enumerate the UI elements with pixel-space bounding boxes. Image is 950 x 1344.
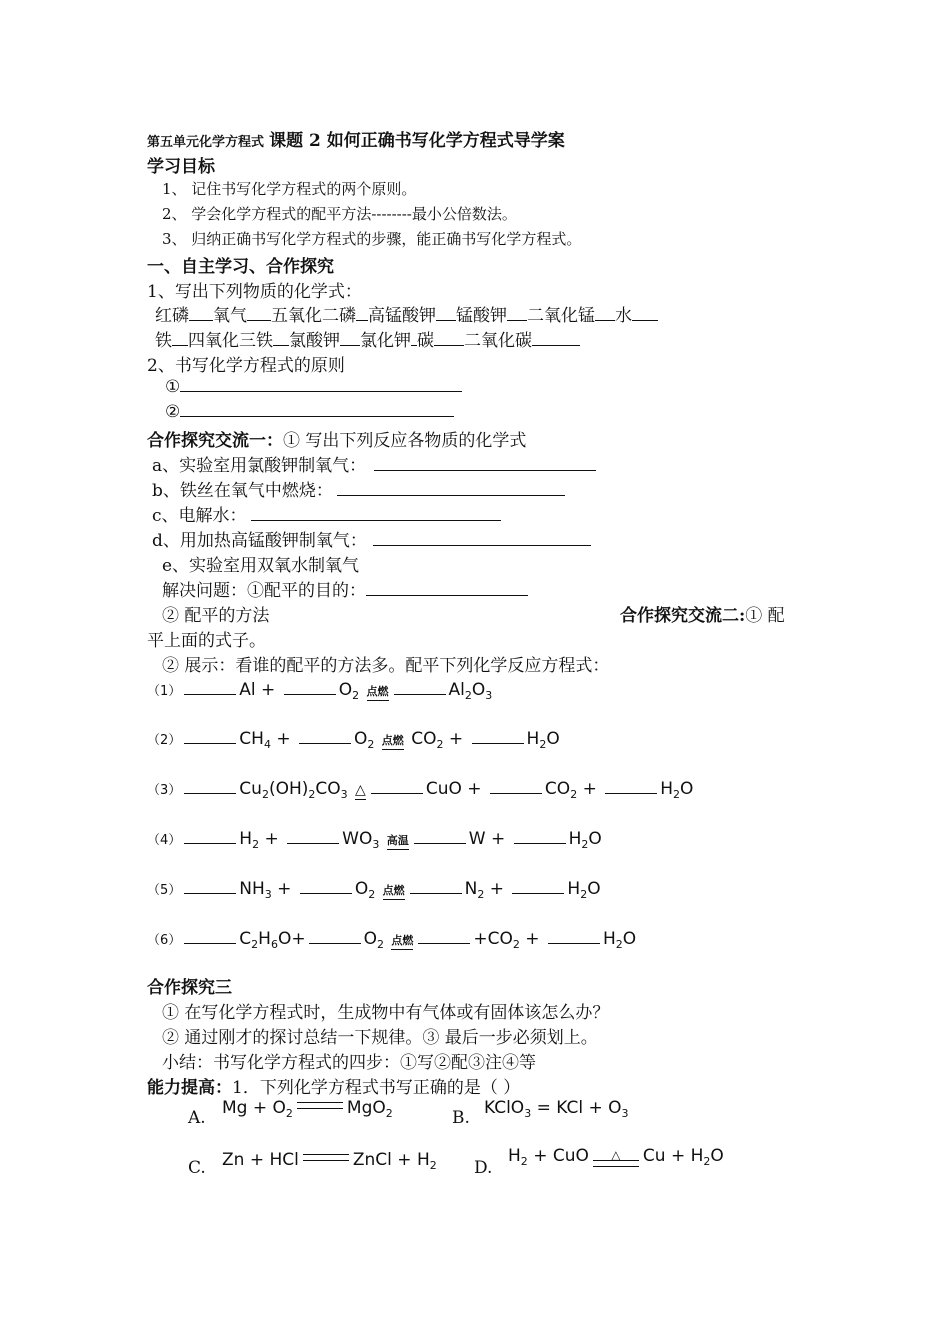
- option-a-label[interactable]: A.: [188, 1108, 206, 1128]
- formula: ZnCl: [352, 1150, 392, 1170]
- formula: Zn: [222, 1150, 245, 1170]
- substance-label: 氧气: [213, 306, 247, 326]
- subscript: 2: [477, 888, 485, 901]
- formula: Cu: [642, 1146, 666, 1166]
- option-c-label[interactable]: C.: [188, 1158, 206, 1178]
- coop3-summary: 小结：书写化学方程式的四步：①写②配③注④等: [162, 1053, 536, 1073]
- formula: O: [354, 879, 369, 899]
- formula: KClO: [484, 1098, 525, 1118]
- formula: Al: [239, 680, 256, 700]
- formula: HCl: [269, 1150, 299, 1170]
- reaction-a: [152, 451, 596, 476]
- subscript: 2: [464, 689, 472, 702]
- formula: O: [680, 779, 694, 799]
- formula: O: [338, 680, 353, 700]
- answer-blank[interactable]: [632, 305, 658, 321]
- subscript: 2: [520, 1155, 528, 1168]
- coop1-line: [147, 426, 526, 451]
- answer-blank[interactable]: [340, 330, 360, 346]
- answer-blank[interactable]: [374, 455, 596, 471]
- coef-blank[interactable]: [300, 881, 352, 894]
- ability-heading: 能力提高：: [147, 1078, 232, 1098]
- method-label: ② 配平的方法: [162, 606, 270, 626]
- coef-blank[interactable]: [184, 781, 236, 794]
- formula: H: [660, 779, 674, 799]
- reaction-label: b、铁丝在氧气中燃烧：: [152, 481, 333, 501]
- subscript: 2: [252, 838, 260, 851]
- formula: O: [471, 680, 486, 700]
- coop2-continued: 平上面的式子。: [147, 631, 266, 651]
- q1-text: 1、写出下列物质的化学式：: [147, 282, 362, 302]
- formula: KCl: [556, 1098, 584, 1118]
- reaction-label: d、用加热高锰酸钾制氧气：: [152, 531, 367, 551]
- plus-sign: +: [252, 1098, 268, 1118]
- coef-blank[interactable]: [512, 881, 564, 894]
- coef-blank[interactable]: [184, 682, 236, 695]
- formula: O: [608, 1098, 622, 1118]
- option-d-equation: [508, 1146, 724, 1168]
- answer-blank[interactable]: [337, 480, 565, 496]
- formula: H: [508, 1146, 521, 1166]
- option-c-equation: [222, 1150, 437, 1172]
- formula-row-2: [155, 326, 580, 351]
- formula: CuO: [552, 1146, 589, 1166]
- reaction-c: [152, 501, 501, 526]
- plus-sign: +: [670, 1146, 686, 1166]
- coef-blank[interactable]: [394, 682, 446, 695]
- condition-text: △: [355, 782, 366, 798]
- coop1-prompt: ① 写出下列反应各物质的化学式: [283, 431, 527, 451]
- equation-label: （2）: [147, 733, 182, 748]
- goals-heading: 学习目标: [147, 157, 215, 177]
- condition-burn: [383, 882, 405, 900]
- formula: H: [690, 1146, 704, 1166]
- coef-blank[interactable]: [299, 731, 351, 744]
- formula: NH: [239, 879, 265, 899]
- subscript: 2: [308, 788, 316, 801]
- equation-label: （5）: [147, 883, 182, 898]
- option-a-equation: [222, 1098, 393, 1120]
- header: [147, 126, 565, 151]
- formula: Al: [448, 680, 465, 700]
- equation-label: （6）: [147, 933, 182, 948]
- substance-label: 氯酸钾: [289, 331, 340, 351]
- formula: MgO: [346, 1098, 386, 1118]
- answer-blank[interactable]: [595, 305, 615, 321]
- ability-line: [147, 1073, 520, 1098]
- formula: Cu: [239, 779, 262, 799]
- option-b-equation: [484, 1098, 629, 1120]
- substance-label: 氯化钾: [360, 331, 411, 351]
- coef-blank[interactable]: [472, 731, 524, 744]
- plus-sign: +: [588, 1098, 603, 1118]
- condition-burn: [391, 932, 413, 950]
- formula: O: [622, 929, 637, 949]
- option-b-label[interactable]: B.: [452, 1108, 470, 1128]
- heat-equals-sign: [593, 1150, 639, 1167]
- condition-text: 点燃: [382, 884, 405, 897]
- answer-blank[interactable]: [532, 330, 580, 346]
- coef-blank[interactable]: [418, 931, 470, 944]
- formula: O: [363, 929, 377, 949]
- coef-blank[interactable]: [184, 831, 236, 844]
- solve-label: 解决问题：①配平的目的：: [162, 581, 366, 601]
- substance-label: 锰酸钾: [456, 306, 507, 326]
- substance-label: 碳: [417, 331, 434, 351]
- formula: H: [568, 829, 582, 849]
- plus-sign: +: [397, 1150, 412, 1170]
- reaction-label: c、电解水：: [152, 506, 247, 526]
- equation-2: （2） $CH_4 + O_2$ 点燃 $CO_2 + H_2O$: [147, 729, 560, 751]
- answer-blank[interactable]: [434, 330, 464, 346]
- heat-symbol: △: [611, 1148, 621, 1162]
- equals-sign: [303, 1154, 349, 1161]
- coef-blank[interactable]: [287, 831, 339, 844]
- formula: O: [710, 1146, 724, 1166]
- subscript: 2: [352, 689, 360, 702]
- answer-blank[interactable]: [436, 305, 456, 321]
- formula: O: [546, 729, 560, 749]
- formula: H: [239, 829, 253, 849]
- answer-blank[interactable]: [189, 305, 213, 321]
- formula: H: [416, 1150, 430, 1170]
- solve-line: [162, 576, 528, 601]
- principle-2: [165, 401, 454, 422]
- circled-one: ①: [165, 377, 181, 397]
- formula: O: [277, 929, 292, 949]
- answer-blank[interactable]: [273, 330, 289, 346]
- plus-sign: +: [249, 1150, 265, 1170]
- answer-blank[interactable]: [366, 580, 528, 596]
- circled-two: ②: [165, 402, 181, 422]
- subscript: 2: [703, 1155, 711, 1168]
- coef-blank[interactable]: [605, 781, 657, 794]
- subscript: 2: [368, 888, 376, 901]
- coop3-line-1: ① 在写化学方程式时，生成物中有气体或有固体该怎么办？: [162, 1003, 610, 1023]
- formula: O: [354, 729, 368, 749]
- subscript: 2: [376, 938, 384, 951]
- substance-label: 二氧化碳: [464, 331, 532, 351]
- answer-blank[interactable]: [180, 401, 454, 417]
- answer-blank[interactable]: [172, 330, 188, 346]
- section1-heading: 一、自主学习、合作探究: [147, 257, 334, 277]
- formula: C: [239, 929, 252, 949]
- coef-blank[interactable]: [490, 781, 542, 794]
- goal-item-1: 1、 记住书写化学方程式的两个原则。: [162, 180, 417, 198]
- plus-sign: +: [533, 1146, 548, 1166]
- condition-heat: [355, 782, 366, 800]
- subscript: 2: [570, 788, 578, 801]
- equation-1: （1） $Al + O_2$ 点燃 $Al_2O_3$: [147, 680, 493, 702]
- substance-label: 铁: [155, 331, 172, 351]
- subscript: 3: [340, 788, 348, 801]
- formula: O: [272, 1098, 286, 1118]
- coef-blank[interactable]: [414, 831, 466, 844]
- formula: CO: [315, 779, 341, 799]
- coef-blank[interactable]: [514, 831, 566, 844]
- condition-text: 点燃: [366, 685, 389, 698]
- formula: CH: [239, 729, 264, 749]
- coef-blank[interactable]: [548, 931, 600, 944]
- subscript: 3: [264, 888, 272, 901]
- subscript: 2: [261, 788, 269, 801]
- subscript: 3: [524, 1107, 532, 1120]
- equals-sign: =: [536, 1098, 551, 1118]
- subscript: 6: [270, 938, 278, 951]
- substance-label: 四氧化三铁: [188, 331, 273, 351]
- formula: O: [588, 829, 602, 849]
- coef-blank[interactable]: [184, 931, 236, 944]
- formula: (OH): [268, 779, 309, 799]
- equation-6: （6） $C_2H_6O+ O_2$ 点燃 $+CO_2 + H_2O$: [147, 929, 637, 951]
- condition-text: 点燃: [381, 734, 404, 747]
- formula: CO: [487, 929, 513, 949]
- coef-blank[interactable]: [309, 931, 361, 944]
- subscript: 2: [385, 1107, 393, 1120]
- condition-high-temp: [387, 832, 409, 850]
- page-title: 课题 2 如何正确书写化学方程式导学案: [269, 131, 565, 151]
- subscript: 2: [539, 738, 547, 751]
- answer-blank[interactable]: [356, 305, 368, 321]
- goal-item-3: 3、 归纳正确书写化学方程式的步骤，能正确书写化学方程式。: [162, 230, 582, 248]
- formula: H: [526, 729, 540, 749]
- coef-blank[interactable]: [410, 881, 462, 894]
- coop3-heading: 合作探究三: [147, 978, 232, 998]
- coop2-text: ① 配: [745, 606, 785, 626]
- coop3-line-2: ② 通过刚才的探讨总结一下规律。③ 最后一步必须划上。: [162, 1028, 598, 1048]
- condition-burn: [367, 683, 389, 701]
- coop2-line: [620, 601, 785, 626]
- reaction-b: [152, 476, 565, 501]
- formula: CuO: [425, 779, 462, 799]
- reaction-label: a、实验室用氯酸钾制氧气：: [152, 456, 367, 476]
- formula: O: [587, 879, 601, 899]
- equation-label: （1）: [147, 684, 182, 699]
- coop1-heading: 合作探究交流一：: [147, 431, 283, 451]
- subscript: 2: [429, 1159, 437, 1172]
- substance-label: 红磷: [155, 306, 189, 326]
- equation-5: （5） $NH_3 + O_2$ 点燃 $N_2 + H_2O$: [147, 879, 601, 901]
- ability-question: 1．下列化学方程式书写正确的是（ ）: [232, 1078, 521, 1098]
- subscript: 2: [580, 888, 588, 901]
- unit-label: 第五单元化学方程式: [147, 135, 265, 150]
- formula: WO: [342, 829, 373, 849]
- answer-blank[interactable]: [373, 530, 591, 546]
- substance-label: 水: [615, 306, 632, 326]
- subscript: 2: [581, 838, 589, 851]
- answer-blank[interactable]: [507, 305, 527, 321]
- subscript: 4: [263, 738, 271, 751]
- q2-text: 2、书写化学方程式的原则: [147, 356, 345, 376]
- coef-blank[interactable]: [284, 682, 336, 695]
- equation-label: （3）: [147, 783, 182, 798]
- equation-4: （4） $H_2 + WO_3$ 高温 $W + H_2O$: [147, 829, 602, 851]
- equation-3: （3） $Cu_2(OH)_2CO_3$ △ CuO + $CO_2 + H_2O$: [147, 779, 694, 801]
- condition-text: 高温: [386, 834, 409, 847]
- formula: H: [258, 929, 271, 949]
- condition-text: 点燃: [391, 934, 414, 947]
- reaction-d: [152, 526, 591, 551]
- principle-1: [165, 376, 462, 397]
- coef-blank[interactable]: [371, 781, 423, 794]
- substance-label: 二氧化锰: [527, 306, 595, 326]
- equation-label: （4）: [147, 833, 182, 848]
- subscript: 3: [621, 1107, 629, 1120]
- answer-blank[interactable]: [180, 376, 462, 392]
- answer-blank[interactable]: [251, 505, 501, 521]
- option-d-label[interactable]: D.: [474, 1158, 493, 1178]
- subscript: 2: [673, 788, 681, 801]
- condition-burn: [382, 732, 404, 750]
- coef-blank[interactable]: [184, 881, 236, 894]
- reaction-e: e、实验室用双氧水制氧气: [162, 556, 360, 576]
- formula: CO: [544, 779, 571, 799]
- coop2-heading: 合作探究交流二:: [620, 606, 746, 626]
- subscript: 2: [512, 938, 520, 951]
- formula: H: [567, 879, 581, 899]
- formula: CO: [411, 729, 437, 749]
- subscript: 2: [251, 938, 259, 951]
- formula: N: [464, 879, 478, 899]
- goal-item-2: 2、 学会化学方程式的配平方法--------最小公倍数法。: [162, 205, 517, 223]
- substance-label: 高锰酸钾: [368, 306, 436, 326]
- subscript: 2: [367, 738, 375, 751]
- substance-label: 五氧化二磷: [271, 306, 356, 326]
- show-line: ② 展示：看谁的配平的方法多。配平下列化学反应方程式：: [162, 656, 610, 676]
- subscript: 2: [285, 1107, 293, 1120]
- subscript: 2: [615, 938, 623, 951]
- formula: H: [602, 929, 616, 949]
- formula: Mg: [222, 1098, 248, 1118]
- equals-sign: [297, 1102, 343, 1109]
- subscript: 3: [485, 689, 493, 702]
- formula-row-1: [155, 301, 658, 326]
- subscript: 2: [436, 738, 444, 751]
- coef-blank[interactable]: [184, 731, 236, 744]
- subscript: 3: [372, 838, 380, 851]
- formula: W: [468, 829, 486, 849]
- answer-blank[interactable]: [247, 305, 271, 321]
